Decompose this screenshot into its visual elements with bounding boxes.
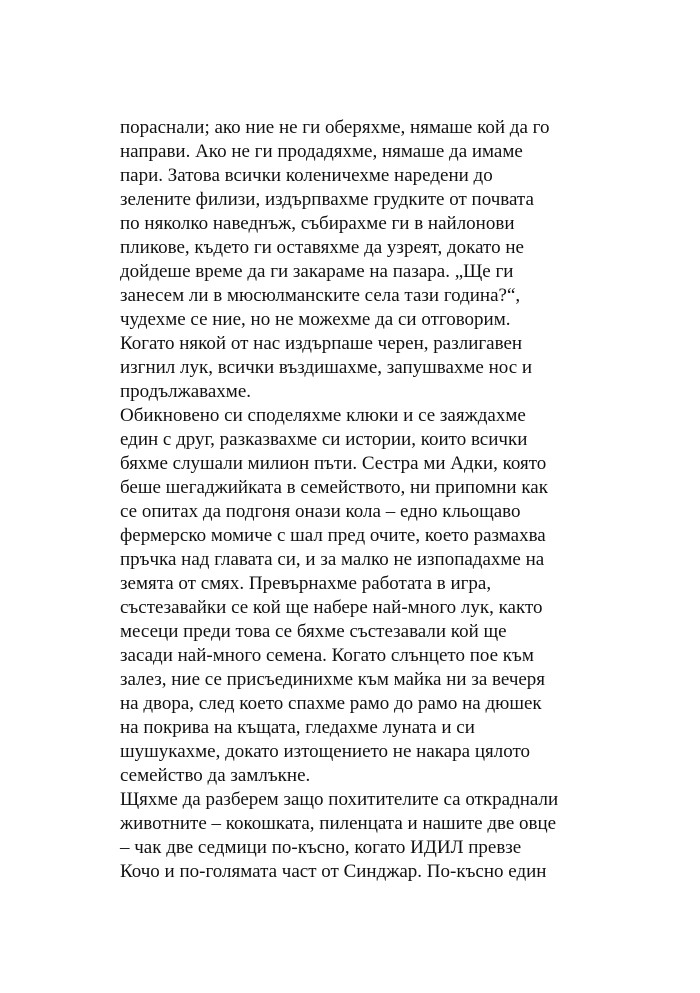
- text-line: на покрива на къщата, гледахме луната и си: [120, 717, 475, 738]
- text-line: Щяхме да разберем защо похитителите са откраднали: [120, 789, 559, 810]
- text-line: месеци преди това се бяхме състезавали кой ще: [120, 621, 507, 642]
- text-line: засади най-много семена. Когато слънцето пое към: [120, 645, 534, 666]
- text-line: – чак две седмици по-късно, когато ИДИЛ превзе: [120, 837, 522, 858]
- text-line: беше шегаджийката в семейството, ни припомни как: [120, 477, 548, 498]
- paragraph-2: [120, 404, 580, 788]
- text-line: пликове, където ги оставяхме да узреят, докато не: [120, 237, 524, 258]
- text-line: на двора, след което спахме рамо до рамо на дюшек: [120, 693, 542, 714]
- text-line: чудехме се ние, но не можехме да си отговорим.: [120, 309, 511, 330]
- text-line: пораснали; ако ние не ги оберяхме, нямаше кой да го: [120, 117, 550, 138]
- paragraph-3: [120, 788, 580, 884]
- text-line: шушукахме, докато изтощението не накара цялото: [120, 741, 531, 762]
- text-line: пари. Затова всички коленичехме наредени до: [120, 165, 493, 186]
- text-line: Обикновено си споделяхме клюки и се заяждахме: [120, 405, 526, 426]
- text-line: залез, ние се присъединихме към майка ни за вечеря: [120, 669, 546, 690]
- text-line: фермерско момиче с шал пред очите, което размахва: [120, 525, 546, 546]
- text-line: зелените филизи, издърпвахме грудките от почвата: [120, 189, 534, 210]
- text-line: дойдеше време да ги закараме на пазара. „Ще ги: [120, 261, 514, 282]
- text-line: един с друг, разказвахме си истории, които всички: [120, 429, 528, 450]
- text-line: изгнил лук, всички въздишахме, запушвахме нос и: [120, 357, 533, 378]
- text-line: продължавахме.: [120, 381, 252, 402]
- text-line: състезавайки се кой ще набере най-много лук, както: [120, 597, 543, 618]
- body-text: [120, 116, 580, 884]
- text-line: животните – кокошката, пиленцата и нашите две овце: [120, 813, 557, 834]
- text-line: пръчка над главата си, и за малко не изпопадахме на: [120, 549, 545, 570]
- text-line: направи. Ако не ги продадяхме, нямаше да имаме: [120, 141, 523, 162]
- text-line: семейство да замлъкне.: [120, 765, 311, 786]
- text-line: по няколко наведнъж, събирахме ги в найлонови: [120, 213, 515, 234]
- text-line: Когато някой от нас издърпаше черен, разлигавен: [120, 333, 523, 354]
- text-line: занесем ли в мюсюлманските села тази година?“,: [120, 285, 521, 306]
- text-line: земята от смях. Превърнахме работата в игра,: [120, 573, 492, 594]
- paragraph-1: [120, 116, 580, 404]
- text-line: бяхме слушали милион пъти. Сестра ми Адки, която: [120, 453, 547, 474]
- text-line: се опитах да подгоня онази кола – едно кльощаво: [120, 501, 521, 522]
- text-line: Кочо и по-голямата част от Синджар. По-късно един: [120, 861, 547, 882]
